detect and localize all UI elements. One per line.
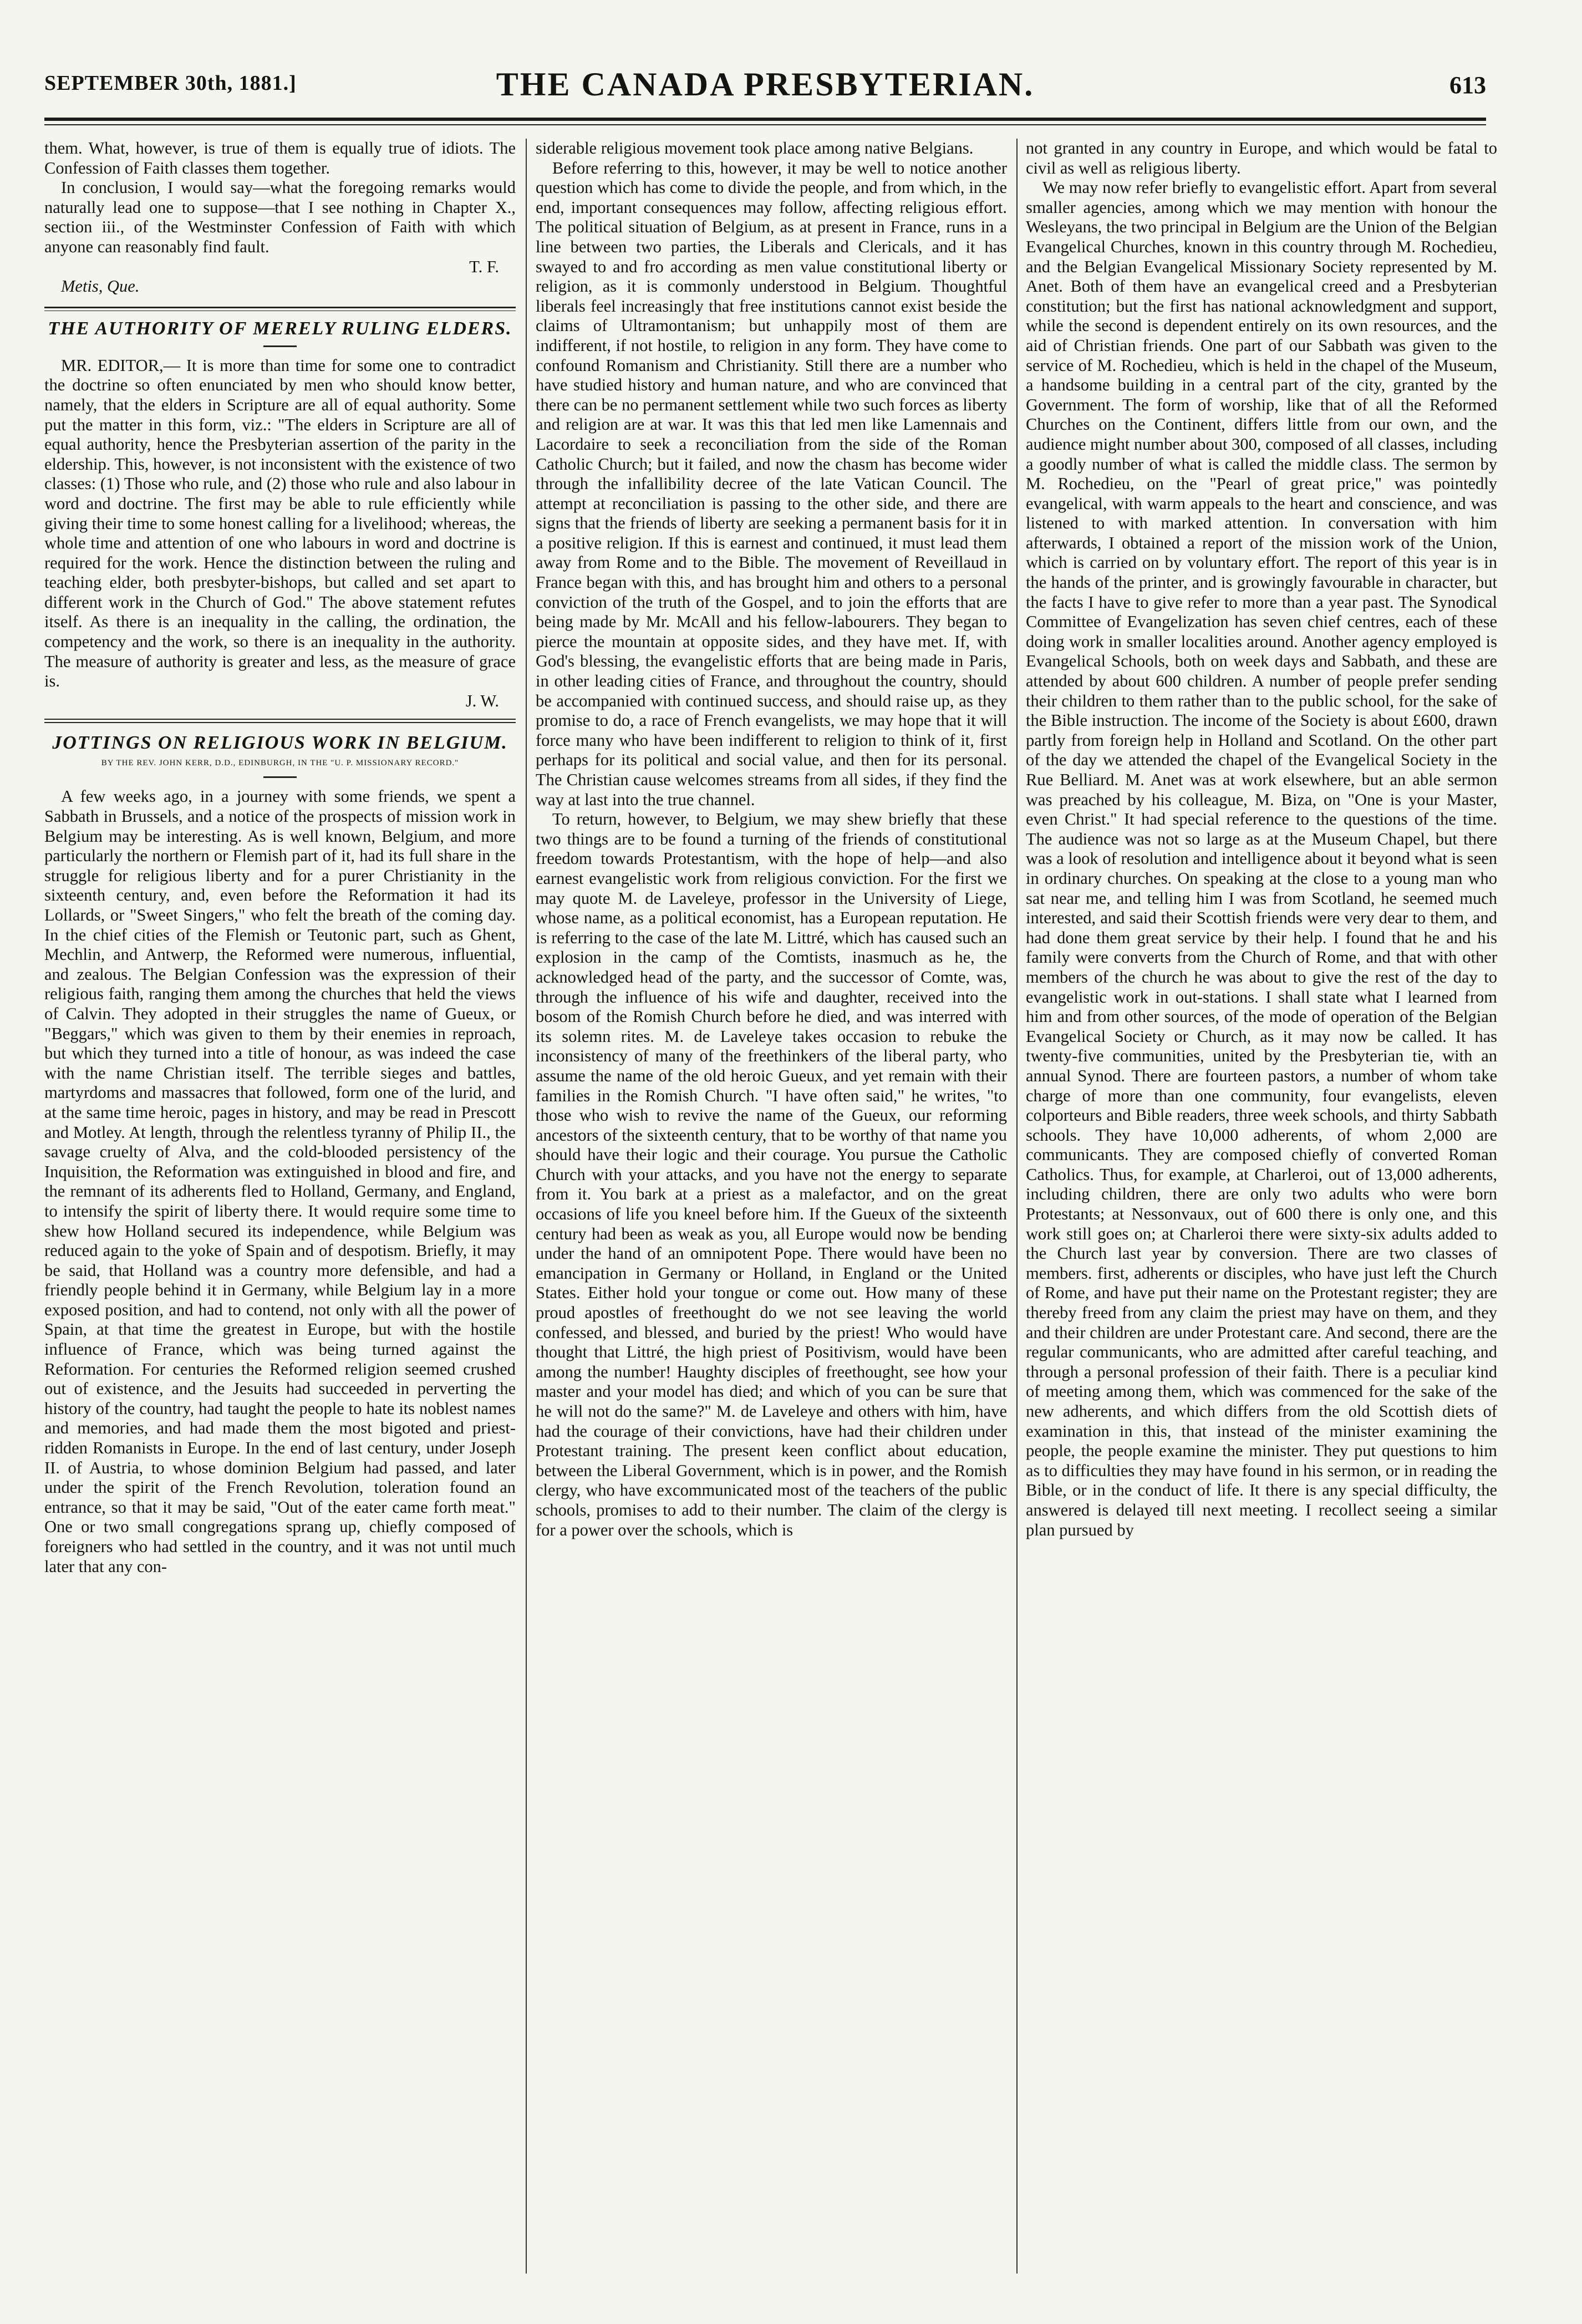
- column-divider: [526, 139, 527, 2274]
- letter-text: In conclusion, I would say—what the foregoing remarks would naturally lead one to suppose—that I see nothing in Chapter X., section iii., of the Westminster Confession of Faith with which anyone can reasonably find fault.: [44, 178, 516, 256]
- issue-date: SEPTEMBER 30th, 1881.]: [44, 72, 297, 95]
- title-dash: [263, 776, 297, 778]
- column-2: [536, 139, 1007, 2304]
- article-paragraph: We may now refer briefly to evangelistic effort. Apart from several smaller agencies, among which we may mention with honour the Wesleyans, the two principal in Belgium are the Union of the Belgian Evangelical Churches, known in this country through M. Rochedieu, and the Belgian Evangelical Missionary Society represented by M. Anet. Both of them have an evangelical creed and a Presbyterian constitution; but the first has national acknowledgment and support, while the second is dependent entirely on its own resources, and the aid of Christian friends. One part of our Sabbath was given to the service of M. Rochedieu, which is held in the chapel of the Museum, a handsome building in a central part of the city, granted by the Government. The form of worship, like that of all the Reformed Churches on the Continent, differs little from our own, and the audience might number about 300, composed of all classes, including a goodly number of what is called the middle class. The sermon by M. Rochedieu, on the "Pearl of great price," was pointedly evangelical, with warm appeals to the heart and conscience, and was listened to with marked attention. In conversation with him afterwards, I obtained a report of the mission work of the Union, which is carried on by voluntary effort. The report of this year is in the hands of the printer, and is growingly favourable in character, but the facts I have to give refer to more than a year past. The Synodical Committee of Evangelization has seven chief centres, each of these doing work in smaller localities around. Another agency employed is Evangelical Schools, both on week days and Sabbath, and these are attended by about 600 children. A number of people prefer sending their children to them rather than to the public school, for the sake of the Bible instruction. The income of the Society is about £600, drawn partly from foreign help in Holland and Scotland. On the other part of the day we attended the chapel of the Evangelical Society in the Rue Belliard. M. Anet was at work elsewhere, but an able sermon was preached by his colleague, M. Biza, on "One is your Master, even Christ." It had special reference to the questions of the time. The audience was not so large as at the Museum Chapel, but there was a look of resolution and intelligence about it beyond what is seen in ordinary churches. On speaking at the close to a young man who sat near me, and telling him I was from Scotland, he seemed much interested, and said their Scottish friends were very dear to them, and had done them great service by their help. I found that he and his family were converts from the Church of Rome, and that with other members of the church he was about to give the rest of the day to evangelistic work in out-stations. I shall state what I learned from him and from other sources, of the mode of operation of the Belgian Evangelical Society or Church, as it may now be called. It has twenty-five communities, united by the Presbyterian tie, with an annual Synod. There are fourteen pastors, a number of whom take charge of more than one community, four evangelists, eleven colporteurs and Bible readers, three week schools, and thirty Sabbath schools. They have 10,000 adherents, of whom 2,000 are communicants. They are composed chiefly of converted Roman Catholics. Thus, for example, at Charleroi, out of 13,000 adherents, including children, there are only two adults who were born Protestants; at Nessonvaux, out of 600 there is only one, and this work still goes on; at Charleroi there were sixty-six adults added to the Church last year by conversion. There are two classes of members. first, adherents or disciples, who have just left the Church of Rome, and have put their name on the Protestant register; they are thereby freed from any claim the priest may have on them, and they and their children are under Protestant care. And second, there are the regular communicants, who are admitted after careful teaching, and through a personal profession of their faith. There is a peculiar kind of meeting among them, which was commenced for the sake of the new adherents, and which differs from the old Scottish diets of examination in this, that instead of the minister examining the people, the people examine the minister. They put questions to him as to difficulties they may have found in his sermon, or in reading the Bible, or in the conduct of life. It there is any special difficulty, the answered is delayed till next meeting. I recollect seeing a similar plan pursued by: [1026, 178, 1497, 1539]
- article-signature: J. W.: [465, 691, 499, 710]
- article-paragraph: not granted in any country in Europe, and which would be fatal to civil as well as religious liberty.: [1026, 139, 1497, 177]
- column-1: [44, 139, 516, 2304]
- newspaper-title: THE CANADA PRESBYTERIAN.: [496, 66, 1035, 103]
- letter-place: Metis, Que.: [61, 277, 140, 296]
- article-paragraph: MR. EDITOR,— It is more than time for some one to contradict the doctrine so often enunciated by men who should know better, namely, that the elders in Scripture are all of equal authority. Some put the matter in this form, viz.: "The elders in Scripture are all of equal authority, hence the Presbyterian assertion of the parity in the eldership. This, however, is not inconsistent with the existence of two classes: (1) Those who rule, and (2) those who rule and also labour in word and doctrine. The first may be able to rule efficiently while giving their time to some honest calling for a livelihood; whereas, the whole time and attention of one who labours in word and doctrine is required for the work. Hence the distinction between the ruling and teaching elder, both presbyter-bishops, but called and set apart to different work in the Church of God." The above statement refutes itself. As there is an inequality in the calling, the ordination, the competency and the work, so there is an inequality in the authority. The measure of authority is greater and less, as the measure of grace is.: [44, 355, 516, 691]
- article-separator: [44, 719, 516, 723]
- masthead-rule-thin: [44, 124, 1486, 125]
- page-number: 613: [1449, 72, 1486, 99]
- article-byline: BY THE REV. JOHN KERR, D.D., EDINBURGH, IN THE "U. P. MISSIONARY RECORD.": [101, 759, 459, 768]
- title-dash: [263, 345, 297, 347]
- article-paragraph: To return, however, to Belgium, we may shew briefly that these two things are to be found a turning of the friends of constitutional freedom towards Protestantism, with the hope of help—and also earnest evangelistic work from religious conviction. For the first we may quote M. de Laveleye, professor in the University of Liege, whose name, as a political economist, has a European reputation. He is referring to the case of the late M. Littré, which has caused such an explosion in the camp of the Comtists, inasmuch as he, the acknowledged head of the party, and the successor of Comte, was, through the influence of his wife and daughter, received into the bosom of the Romish Church before he died, and was interred with its solemn rites. M. de Laveleye takes occasion to rebuke the inconsistency of many of the freethinkers of the liberal party, who assume the name of the old heroic Gueux, and yet remain with their families in the Romish Church. "I have often said," he writes, "to those who wish to revive the name of the Gueux, our reforming ancestors of the sixteenth century, that to be worthy of that name you should have their logic and their courage. You pursue the Catholic Church with your attacks, and you have not the energy to separate from it. You bark at a priest as a malefactor, and on the great occasions of life you kneel before him. If the Gueux of the sixteenth century had been as weak as you, all Europe would now be bending under the hand of an omnipotent Pope. There would have been no emancipation in Germany or Holland, in England or the United States. Either hold your tongue or come out. How many of these proud apostles of freethought do we not see leaving the world confessed, and blessed, and buried by the priest! Who would have thought that Littré, the high priest of Positivism, would have been among the number! Haughty disciples of freethought, see how your master and your model has died; and which of you can be sure that he will not do the same?" M. de Laveleye and others with him, have had the courage of their convictions, have had their children under Protestant training. The present keen conflict about education, between the Liberal Government, which is in power, and the Romish clergy, who have excommunicated most of the teachers of the public schools, promises to add to their number. The claim of the clergy is for a power over the schools, which is: [536, 810, 1007, 1539]
- article-title: THE AUTHORITY OF MERELY RULING ELDERS.: [48, 318, 512, 339]
- article-paragraph: Before referring to this, however, it may be well to notice another question which has come to divide the people, and from which, in the end, important consequences may follow, affecting religious effort. The political situation of Belgium, as at present in France, runs in a line between two parties, the Liberals and Clericals, and it has swayed to and fro according as men value constitutional liberty or religion, as it is commonly understood in Belgium. Thoughtful liberals feel increasingly that free institutions cannot exist beside the claims of Ultramontanism; but unhappily most of them are indifferent, if not hostile, to religion in any form. They have come to confound Romanism and Christianity. Still there are a number who have studied history and human nature, and who are convinced that there can be no permanent settlement while two such forces as liberty and religion are at war. It was this that led men like Lamennais and Lacordaire to seek a reconciliation from the side of the Roman Catholic Church; but it failed, and now the chasm has become wider through the infallibility decree of the late Vatican Council. The attempt at reconciliation is passing to the other side, and there are signs that the friends of liberty are seeking a permanent basis for it in a positive religion. If this is earnest and continued, it must lead them away from Rome and to the Bible. The movement of Reveillaud in France began with this, and has brought him and others to a personal conviction of the truth of the Gospel, and to join the efforts that are being made by Mr. McAll and his fellow-labourers. They began to pierce the mountain at opposite sides, and they have met. If, with God's blessing, the evangelistic efforts that are being made in Paris, in other leading cities of France, and throughout the country, should be accompanied with continued success, and should raise up, as they promise to do, a race of French evangelists, we may hope that it will force many who have been indifferent to religion to think of it, first perhaps for its political and social value, and then for its personal. The Christian cause welcomes streams from all sides, if they find the way at last into the true channel.: [536, 158, 1007, 809]
- article-title: JOTTINGS ON RELIGIOUS WORK IN BELGIUM.: [52, 733, 508, 754]
- letter-text: them. What, however, is true of them is equally true of idiots. The Confession of Faith classes them together.: [44, 139, 516, 177]
- column-3: [1026, 139, 1497, 2304]
- column-divider: [1016, 139, 1018, 2274]
- letter-signature: T. F.: [469, 257, 499, 276]
- article-paragraph: siderable religious movement took place among native Belgians.: [536, 139, 974, 157]
- article-paragraph: A few weeks ago, in a journey with some friends, we spent a Sabbath in Brussels, and a notice of the prospects of mission work in Belgium may be interesting. As is well known, Belgium, and more particularly the northern or Flemish part of it, had its full share in the struggle for religious liberty and for a purer Christianity in the sixteenth century, and, even before the Reformation it had its Lollards, or "Sweet Singers," who felt the breath of the coming day. In the chief cities of the Flemish or Teutonic part, such as Ghent, Mechlin, and Antwerp, the Reformed were numerous, influential, and zealous. The Belgian Confession was the expression of their religious faith, ranging them among the churches that held the views of Calvin. They adopted in their struggles the name of Gueux, or "Beggars," which was given to them by their enemies in reproach, but which they turned into a title of honour, as was indeed the case with the name Christian itself. The terrible sieges and battles, martyrdoms and massacres that followed, form one of the lurid, and at the same time heroic, pages in history, and may be read in Prescott and Motley. At length, through the relentless tyranny of Philip II., the savage cruelty of Alva, and the cold-blooded persistency of the Inquisition, the Reformation was extinguished in blood and fire, and the remnant of its adherents fled to Holland, Germany, and England, to intensify the spirit of liberty there. It would require some time to shew how Holland secured its independence, while Belgium was reduced again to the yoke of Spain and of despotism. Briefly, it may be said, that Holland was a country more defensible, and had a friendly people behind it in Germany, while Belgium lay in a more exposed position, and had to contend, not only with all the power of Spain, at that time the greatest in Europe, but with the hostile influence of France, which was being turned against the Reformation. For centuries the Reformed religion seemed crushed out of existence, and the Jesuits had succeeded in perverting the history of the country, had taught the people to hate its noblest names and memories, and had made them the most bigoted and priest-ridden Romanists in Europe. In the end of last century, under Joseph II. of Austria, to whose dominion Belgium had passed, and later under the spirit of the French Revolution, toleration found an entrance, so that it may be said, "Out of the eater came forth meat." One or two small congregations sprang up, chiefly composed of foreigners who had settled in the country, and it was not until much later that any con-: [44, 787, 516, 1576]
- masthead-rule: [44, 118, 1486, 121]
- masthead: [44, 65, 1486, 112]
- article-separator: [44, 307, 516, 311]
